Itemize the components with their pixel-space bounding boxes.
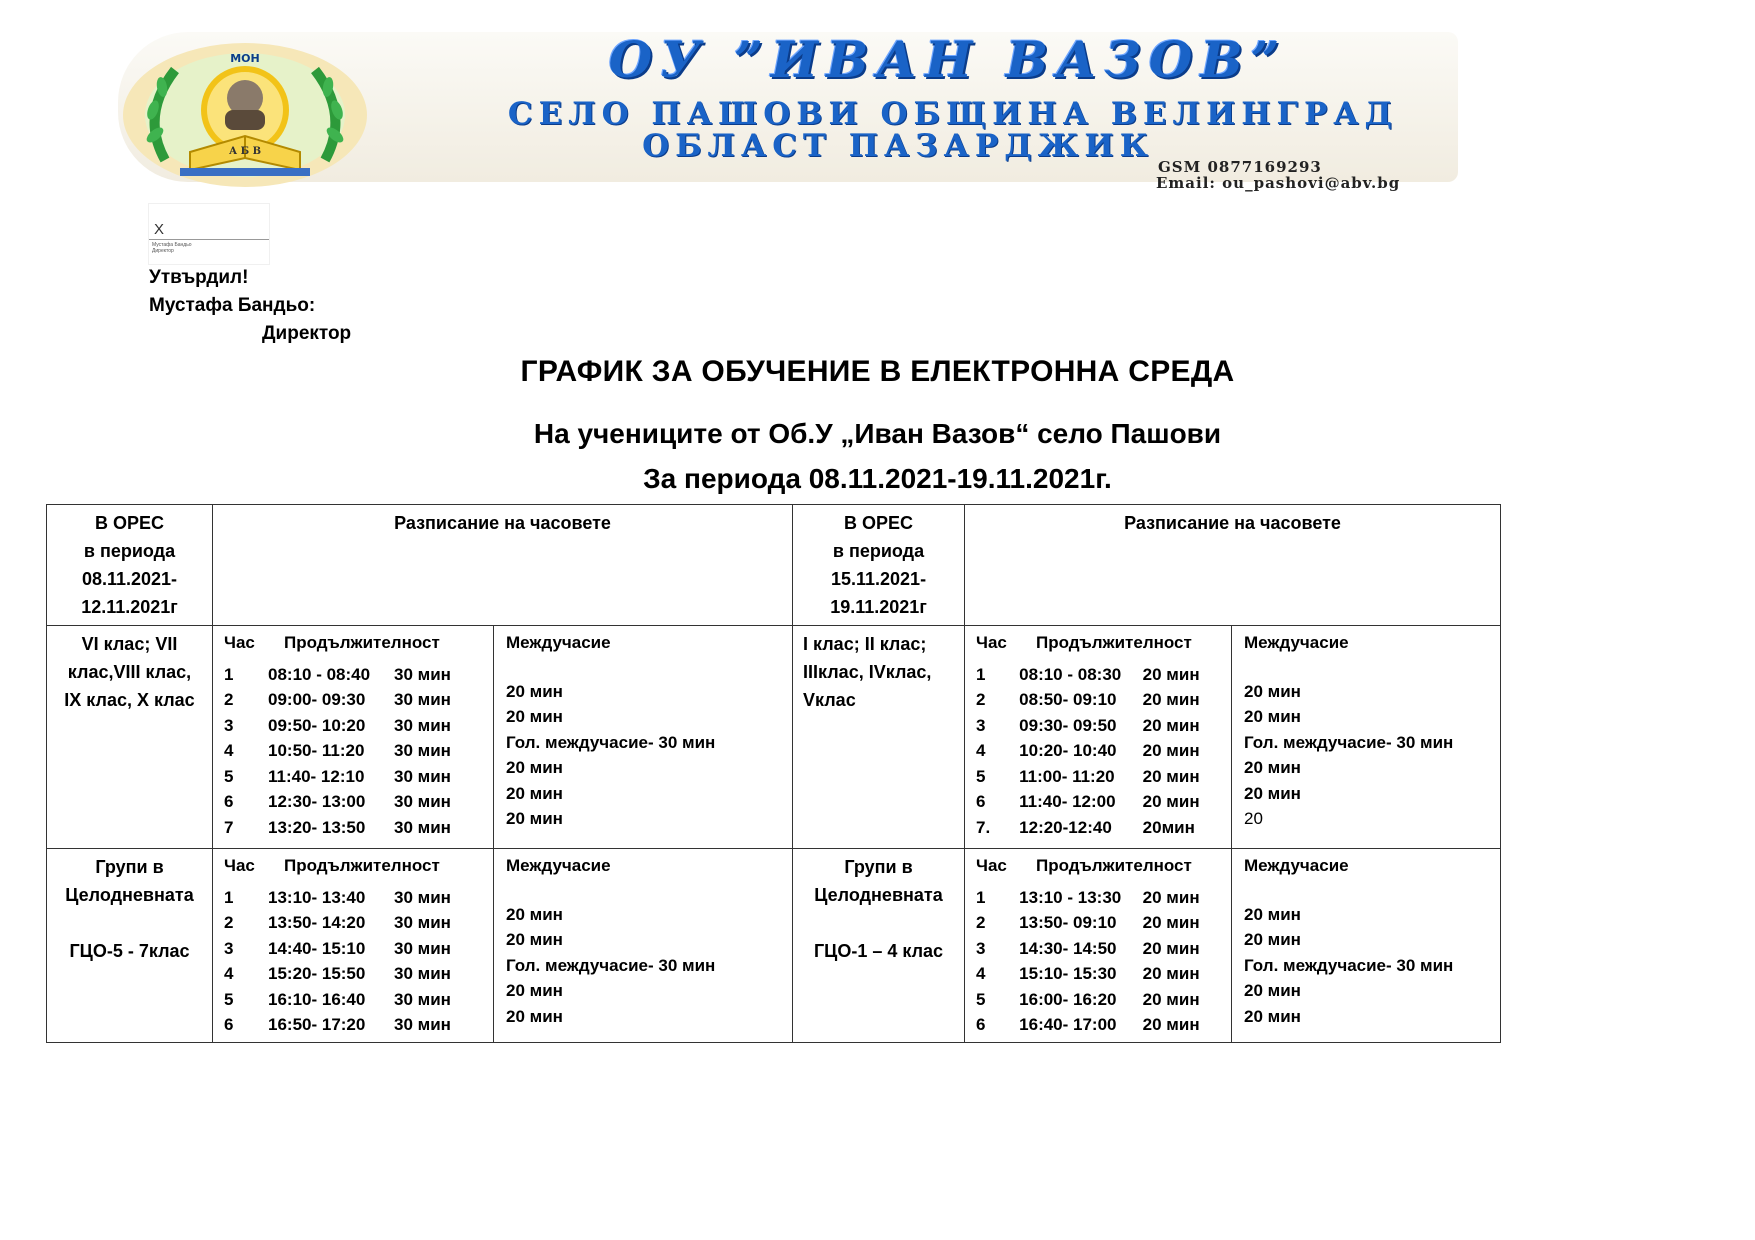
lesson-row [971, 1013, 1225, 1039]
signature-mark: X [154, 221, 165, 238]
lesson-time: 10:20- 10:40 [1019, 741, 1117, 761]
hours-header [971, 853, 1225, 879]
right-period-cell [793, 505, 965, 626]
emblem-book-letters: А Б В [228, 146, 262, 157]
left-period-line: В ОРЕС [94, 513, 164, 533]
lesson-duration: 30 мин [394, 938, 451, 958]
lesson-duration: 20 мин [1142, 887, 1200, 907]
lesson-number: 2 [224, 690, 234, 710]
table-row [47, 505, 1501, 626]
break-item: 20 мин [506, 981, 563, 1001]
lesson-duration: 20 мин [1142, 664, 1200, 684]
col-duration-label: Продължителност [1036, 633, 1192, 652]
right-period-line: 15.11.2021- [830, 569, 927, 589]
break-list [500, 902, 786, 1030]
col-break-label: Междучасие [506, 633, 611, 652]
left-classes-line: VI клас; VII [81, 634, 178, 654]
lesson-number: 3 [976, 715, 986, 735]
break-item: 20 мин [506, 758, 563, 778]
lesson-time: 11:00- 11:20 [1019, 766, 1115, 786]
lesson-time: 14:40- 15:10 [268, 938, 366, 958]
lesson-number: 6 [224, 1015, 234, 1035]
break-item: 20 [1244, 809, 1263, 829]
school-emblem-icon [120, 40, 370, 190]
lesson-time: 13:10 - 13:30 [1019, 887, 1122, 907]
lesson-row [971, 987, 1225, 1013]
lesson-row [971, 739, 1225, 765]
break-item: 20 мин [506, 681, 563, 701]
break-item: 20 мин [1244, 904, 1301, 924]
lesson-time: 16:50- 17:20 [268, 1015, 366, 1035]
lesson-number: 5 [224, 989, 234, 1009]
lesson-duration: 20 мин [1142, 964, 1200, 984]
school-address-line1: СЕЛО ПАШОВИ ОБЩИНА ВЕЛИНГРАД [507, 96, 1399, 132]
right-period-line: 19.11.2021г [830, 597, 927, 617]
school-address-line2: ОБЛАСТ ПАЗАРДЖИК [642, 128, 1154, 164]
lesson-duration: 20 мин [1142, 690, 1200, 710]
lesson-row [219, 815, 487, 841]
lesson-duration: 30 мин [394, 913, 451, 933]
right-groups-cell [793, 849, 965, 1043]
hours-header [971, 630, 1225, 656]
lesson-row [971, 688, 1225, 714]
right-breaks-cell [1232, 626, 1501, 849]
lesson-number: 4 [224, 964, 234, 984]
lesson-time: 09:30- 09:50 [1019, 715, 1117, 735]
lesson-list [971, 662, 1225, 841]
col-hour-label: Час [224, 633, 255, 652]
col-duration-label: Продължителност [284, 856, 440, 875]
lesson-duration: 30 мин [394, 887, 451, 907]
schedule-table [46, 504, 1501, 1043]
right-group-name: ГЦО-1 – 4 клас [813, 941, 944, 961]
right-period-line: В ОРЕС [844, 513, 914, 533]
col-hour-label: Час [224, 856, 255, 875]
lesson-duration: 30 мин [394, 817, 451, 837]
lesson-duration: 30 мин [394, 989, 451, 1009]
break-item: 20 мин [1244, 981, 1301, 1001]
lesson-row [219, 885, 487, 911]
lesson-number: 2 [224, 913, 234, 933]
lesson-time: 08:50- 09:10 [1019, 690, 1117, 710]
lesson-row [971, 911, 1225, 937]
right-classes-cell [793, 626, 965, 849]
lesson-duration: 30 мин [394, 1015, 451, 1035]
lesson-time: 13:20- 13:50 [268, 817, 366, 837]
lesson-number: 1 [224, 887, 234, 907]
left-breaks-cell [494, 849, 793, 1043]
lesson-row [219, 962, 487, 988]
lesson-number: 5 [224, 766, 234, 786]
lesson-duration: 20 мин [1142, 741, 1200, 761]
lesson-row [219, 790, 487, 816]
right-schedule-header: Разписание на часовете [965, 505, 1501, 626]
lesson-duration: 20 мин [1142, 913, 1200, 933]
lesson-row [971, 815, 1225, 841]
left-period-cell [47, 505, 213, 626]
lesson-duration: 20 мин [1142, 938, 1200, 958]
lesson-time: 13:10- 13:40 [268, 887, 366, 907]
lesson-number: 6 [976, 1015, 986, 1035]
break-item: Гол. междучасие- 30 мин [506, 732, 716, 752]
school-phone: GSM 0877169293 [1158, 158, 1322, 176]
left-schedule-header: Разписание на часовете [213, 505, 793, 626]
break-item: 20 мин [1244, 681, 1301, 701]
right-group-line: Групи в [844, 857, 913, 877]
left-hours-cell [213, 626, 494, 849]
left-period-line: 08.11.2021- [81, 569, 178, 589]
right-group-line: Целодневната [814, 885, 943, 905]
lesson-time: 08:10 - 08:30 [1019, 664, 1122, 684]
lesson-number: 1 [224, 664, 234, 684]
lesson-number: 5 [976, 766, 986, 786]
lesson-row [971, 885, 1225, 911]
table-row [47, 626, 1501, 849]
col-hour-label: Час [976, 856, 1007, 875]
lesson-duration: 20 мин [1142, 715, 1200, 735]
left-classes-line: IX клас, X клас [64, 690, 195, 710]
lesson-duration: 30 мин [394, 964, 451, 984]
lesson-duration: 20 мин [1142, 766, 1200, 786]
left-hours-cell [213, 849, 494, 1043]
break-item: Гол. междучасие- 30 мин [1244, 955, 1454, 975]
director-name: Мустафа Бандьо: [149, 295, 316, 316]
left-breaks-cell [494, 626, 793, 849]
signature-line [149, 239, 269, 240]
lesson-time: 16:40- 17:00 [1019, 1015, 1117, 1035]
lesson-row [219, 987, 487, 1013]
left-period-line: 12.11.2021г [81, 597, 178, 617]
lesson-number: 6 [224, 792, 234, 812]
lesson-time: 12:30- 13:00 [268, 792, 366, 812]
school-email: Email: ou_pashovi@abv.bg [1156, 174, 1401, 192]
document-period: За периода 08.11.2021-19.11.2021г. [643, 463, 1112, 494]
lesson-row [971, 790, 1225, 816]
lesson-time: 15:20- 15:50 [268, 964, 366, 984]
lesson-row [971, 764, 1225, 790]
break-item: 20 мин [1244, 783, 1301, 803]
lesson-row [219, 688, 487, 714]
lesson-number: 4 [976, 964, 986, 984]
left-group-line: Групи в [95, 857, 164, 877]
lesson-duration: 30 мин [394, 792, 451, 812]
lesson-number: 3 [224, 938, 234, 958]
hours-header [219, 853, 487, 879]
lesson-number: 6 [976, 792, 986, 812]
lesson-row [219, 911, 487, 937]
lesson-number: 3 [976, 938, 986, 958]
right-classes-line: IIIклас, IVклас, [803, 662, 932, 682]
right-classes-line: I клас; II клас; [803, 634, 927, 654]
spacer [53, 909, 206, 937]
left-period-line: в периода [83, 541, 176, 561]
right-classes-line: Vклас [803, 690, 856, 710]
table-row [47, 849, 1501, 1043]
lesson-duration: 30 мин [394, 741, 451, 761]
break-item: Гол. междучасие- 30 мин [506, 955, 716, 975]
break-item: 20 мин [506, 809, 563, 829]
lesson-row [219, 713, 487, 739]
lesson-duration: 30 мин [394, 715, 451, 735]
signature-box [148, 203, 270, 265]
col-break-label: Междучасие [1244, 633, 1349, 652]
break-item: 20 мин [1244, 707, 1301, 727]
left-classes-cell [47, 626, 213, 849]
break-item: 20 мин [506, 904, 563, 924]
lesson-duration: 20 мин [1142, 792, 1200, 812]
lesson-row [971, 662, 1225, 688]
document-title: ГРАФИК ЗА ОБУЧЕНИЕ В ЕЛЕКТРОННА СРЕДА [520, 355, 1235, 388]
lesson-duration: 30 мин [394, 690, 451, 710]
lesson-time: 10:50- 11:20 [268, 741, 365, 761]
break-item: Гол. междучасие- 30 мин [1244, 732, 1454, 752]
right-breaks-cell [1232, 849, 1501, 1043]
lesson-list [219, 662, 487, 841]
col-duration-label: Продължителност [1036, 856, 1192, 875]
left-group-name: ГЦО-5 - 7клас [69, 941, 190, 961]
lesson-number: 1 [976, 664, 986, 684]
lesson-time: 09:50- 10:20 [268, 715, 366, 735]
emblem-text: МОН [230, 52, 260, 65]
col-hour-label: Час [976, 633, 1007, 652]
signature-caption [152, 242, 192, 254]
lesson-row [219, 739, 487, 765]
col-duration-label: Продължителност [284, 633, 440, 652]
lesson-number: 1 [976, 887, 986, 907]
lesson-number: 4 [976, 741, 986, 761]
lesson-duration: 20мин [1142, 817, 1195, 837]
col-break-label: Междучасие [1244, 856, 1349, 875]
left-classes-line: клас,VIII клас, [67, 662, 192, 682]
lesson-time: 16:00- 16:20 [1019, 989, 1117, 1009]
right-hours-cell [965, 626, 1232, 849]
lesson-duration: 30 мин [394, 664, 451, 684]
signature-caption-name: Мустафа Бандьо [152, 242, 192, 248]
col-break-label: Междучасие [506, 856, 611, 875]
lesson-list [219, 885, 487, 1038]
break-item: 20 мин [506, 707, 563, 727]
break-list [500, 679, 786, 832]
break-item: 20 мин [506, 783, 563, 803]
lesson-time: 14:30- 14:50 [1019, 938, 1117, 958]
break-item: 20 мин [506, 1006, 563, 1026]
lesson-time: 12:20-12:40 [1019, 817, 1112, 837]
lesson-time: 11:40- 12:10 [268, 766, 365, 786]
letterhead [118, 20, 1458, 192]
document-subtitle: На учениците от Об.У „Иван Вазов“ село Пашови [533, 418, 1222, 449]
left-group-line: Целодневната [65, 885, 194, 905]
lesson-row [219, 764, 487, 790]
school-name: ОУ ”ИВАН ВАЗОВ” [608, 30, 1288, 89]
approved-label: Утвърдил! [149, 267, 249, 288]
lesson-row [971, 936, 1225, 962]
spacer [799, 909, 958, 937]
lesson-duration: 20 мин [1142, 989, 1200, 1009]
lesson-number: 7 [224, 817, 234, 837]
signature-caption-role: Директор [152, 248, 174, 254]
break-item: 20 мин [1244, 758, 1301, 778]
lesson-number: 5 [976, 989, 986, 1009]
break-item: 20 мин [506, 930, 563, 950]
lesson-number: 2 [976, 690, 986, 710]
lesson-row [971, 962, 1225, 988]
break-item: 20 мин [1244, 930, 1301, 950]
break-item: 20 мин [1244, 1006, 1301, 1026]
lesson-time: 13:50- 09:10 [1019, 913, 1117, 933]
director-role: Директор [262, 323, 352, 344]
break-list [1238, 679, 1494, 832]
left-groups-cell [47, 849, 213, 1043]
lesson-number: 2 [976, 913, 986, 933]
lesson-row [219, 662, 487, 688]
lesson-time: 16:10- 16:40 [268, 989, 366, 1009]
lesson-row [971, 713, 1225, 739]
right-hours-cell [965, 849, 1232, 1043]
lesson-duration: 30 мин [394, 766, 451, 786]
lesson-time: 13:50- 14:20 [268, 913, 366, 933]
break-list [1238, 902, 1494, 1030]
lesson-time: 11:40- 12:00 [1019, 792, 1116, 812]
lesson-number: 7. [976, 817, 991, 837]
lesson-row [219, 936, 487, 962]
right-period-line: в периода [832, 541, 925, 561]
hours-header [219, 630, 487, 656]
lesson-time: 15:10- 15:30 [1019, 964, 1117, 984]
lesson-row [219, 1013, 487, 1039]
lesson-time: 08:10 - 08:40 [268, 664, 371, 684]
lesson-list [971, 885, 1225, 1038]
lesson-number: 3 [224, 715, 234, 735]
lesson-time: 09:00- 09:30 [268, 690, 366, 710]
lesson-duration: 20 мин [1142, 1015, 1200, 1035]
lesson-number: 4 [224, 741, 234, 761]
